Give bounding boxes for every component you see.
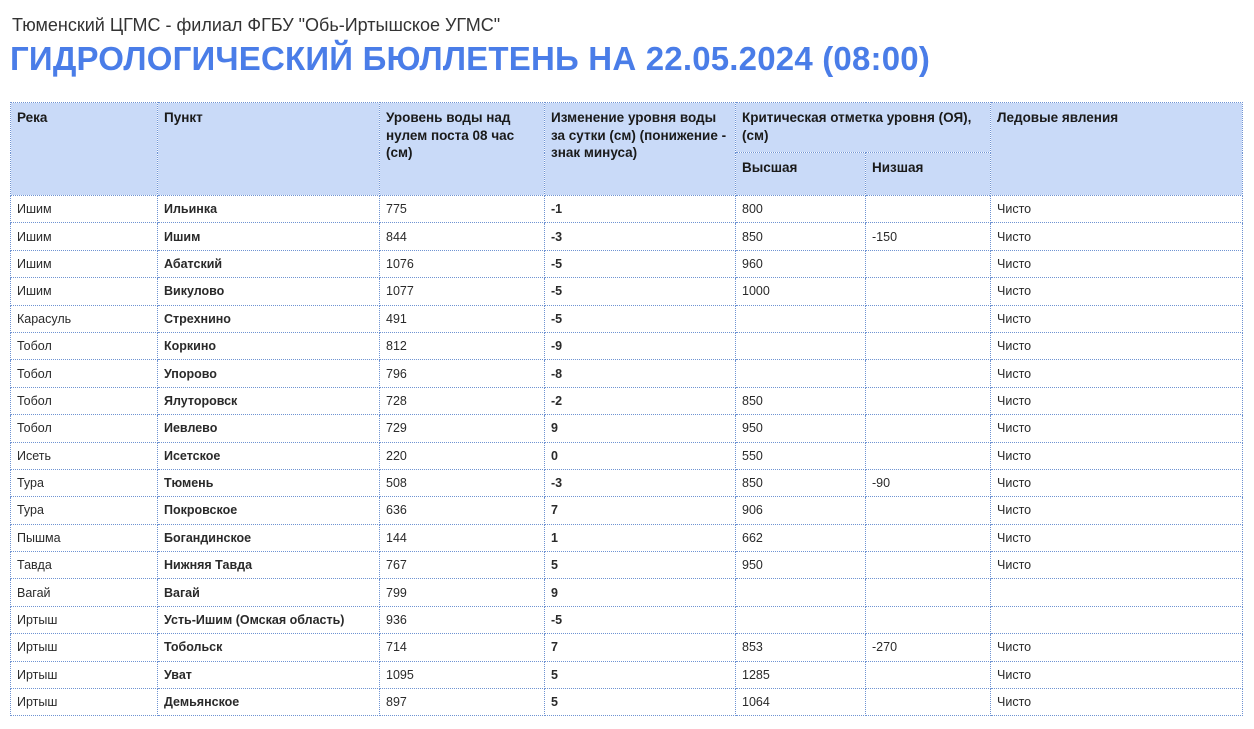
cell-ice: Чисто xyxy=(991,552,1243,579)
cell-critical-low xyxy=(866,332,991,359)
cell-river: Иртыш xyxy=(11,606,158,633)
table-row xyxy=(11,634,1243,661)
cell-point: Богандинское xyxy=(158,524,380,551)
table-row xyxy=(11,689,1243,716)
cell-river: Тавда xyxy=(11,552,158,579)
table-row xyxy=(11,552,1243,579)
cell-critical-high: 850 xyxy=(736,469,866,496)
cell-change: 5 xyxy=(545,552,736,579)
cell-change: 5 xyxy=(545,689,736,716)
cell-level: 1076 xyxy=(380,250,545,277)
cell-critical-high: 662 xyxy=(736,524,866,551)
cell-critical-high: 800 xyxy=(736,196,866,223)
cell-river: Иртыш xyxy=(11,689,158,716)
cell-change: 9 xyxy=(545,579,736,606)
cell-river: Тобол xyxy=(11,360,158,387)
col-header-ice: Ледовые явления xyxy=(991,103,1243,196)
cell-level: 844 xyxy=(380,223,545,250)
cell-river: Тобол xyxy=(11,415,158,442)
col-header-level: Уровень воды над нулем поста 08 час (см) xyxy=(380,103,545,196)
cell-change: -2 xyxy=(545,387,736,414)
cell-point: Стрехнино xyxy=(158,305,380,332)
table-row xyxy=(11,661,1243,688)
cell-critical-high: 1064 xyxy=(736,689,866,716)
cell-level: 729 xyxy=(380,415,545,442)
cell-river: Тура xyxy=(11,469,158,496)
cell-ice: Чисто xyxy=(991,278,1243,305)
cell-level: 1095 xyxy=(380,661,545,688)
cell-river: Иртыш xyxy=(11,634,158,661)
cell-critical-high: 950 xyxy=(736,552,866,579)
cell-critical-high: 853 xyxy=(736,634,866,661)
cell-critical-low xyxy=(866,360,991,387)
table-row xyxy=(11,415,1243,442)
table-row xyxy=(11,579,1243,606)
cell-point: Покровское xyxy=(158,497,380,524)
cell-change: -5 xyxy=(545,606,736,633)
cell-critical-low xyxy=(866,661,991,688)
cell-point: Упорово xyxy=(158,360,380,387)
cell-level: 799 xyxy=(380,579,545,606)
cell-ice: Чисто xyxy=(991,442,1243,469)
col-header-critical: Критическая отметка уровня (ОЯ), (см) xyxy=(736,103,991,153)
table-row xyxy=(11,469,1243,496)
cell-point: Тюмень xyxy=(158,469,380,496)
table-row xyxy=(11,360,1243,387)
cell-change: -5 xyxy=(545,278,736,305)
cell-river: Ишим xyxy=(11,250,158,277)
cell-river: Тобол xyxy=(11,332,158,359)
cell-ice: Чисто xyxy=(991,524,1243,551)
table-row xyxy=(11,387,1243,414)
cell-critical-low xyxy=(866,442,991,469)
cell-level: 728 xyxy=(380,387,545,414)
table-body xyxy=(11,196,1243,716)
table-row xyxy=(11,606,1243,633)
table-row xyxy=(11,196,1243,223)
cell-point: Усть-Ишим (Омская область) xyxy=(158,606,380,633)
table-row xyxy=(11,278,1243,305)
cell-ice: Чисто xyxy=(991,634,1243,661)
cell-critical-low xyxy=(866,606,991,633)
cell-critical-high: 850 xyxy=(736,223,866,250)
cell-change: 7 xyxy=(545,497,736,524)
cell-critical-high: 950 xyxy=(736,415,866,442)
table-row xyxy=(11,223,1243,250)
organization-name: Тюменский ЦГМС - филиал ФГБУ "Обь-Иртышское УГМС" xyxy=(12,15,501,35)
cell-river: Пышма xyxy=(11,524,158,551)
cell-point: Уват xyxy=(158,661,380,688)
cell-change: -1 xyxy=(545,196,736,223)
col-header-critical-high: Высшая xyxy=(736,153,866,196)
cell-change: -8 xyxy=(545,360,736,387)
col-header-point: Пункт xyxy=(158,103,380,196)
cell-ice: Чисто xyxy=(991,332,1243,359)
cell-critical-high: 550 xyxy=(736,442,866,469)
cell-change: 7 xyxy=(545,634,736,661)
table-header xyxy=(11,103,1243,196)
col-header-river: Река xyxy=(11,103,158,196)
cell-ice: Чисто xyxy=(991,661,1243,688)
cell-point: Коркино xyxy=(158,332,380,359)
cell-point: Демьянское xyxy=(158,689,380,716)
cell-river: Исеть xyxy=(11,442,158,469)
cell-level: 491 xyxy=(380,305,545,332)
cell-change: -9 xyxy=(545,332,736,359)
cell-critical-low: -150 xyxy=(866,223,991,250)
cell-critical-low xyxy=(866,250,991,277)
cell-point: Исетское xyxy=(158,442,380,469)
cell-change: 9 xyxy=(545,415,736,442)
table-row xyxy=(11,250,1243,277)
cell-ice: Чисто xyxy=(991,250,1243,277)
table-row xyxy=(11,524,1243,551)
cell-change: -3 xyxy=(545,469,736,496)
cell-critical-low xyxy=(866,415,991,442)
cell-ice: Чисто xyxy=(991,689,1243,716)
cell-level: 144 xyxy=(380,524,545,551)
cell-ice: Чисто xyxy=(991,223,1243,250)
cell-river: Тура xyxy=(11,497,158,524)
col-header-critical-low: Низшая xyxy=(866,153,991,196)
cell-point: Иевлево xyxy=(158,415,380,442)
cell-critical-high: 1000 xyxy=(736,278,866,305)
cell-ice: Чисто xyxy=(991,415,1243,442)
cell-change: -5 xyxy=(545,305,736,332)
cell-point: Тобольск xyxy=(158,634,380,661)
cell-critical-low xyxy=(866,196,991,223)
cell-ice: Чисто xyxy=(991,497,1243,524)
table-row xyxy=(11,332,1243,359)
cell-river: Ишим xyxy=(11,223,158,250)
cell-level: 1077 xyxy=(380,278,545,305)
cell-ice xyxy=(991,579,1243,606)
cell-ice: Чисто xyxy=(991,305,1243,332)
cell-ice xyxy=(991,606,1243,633)
cell-critical-low xyxy=(866,552,991,579)
cell-critical-high xyxy=(736,305,866,332)
table-row xyxy=(11,497,1243,524)
cell-change: 1 xyxy=(545,524,736,551)
cell-river: Карасуль xyxy=(11,305,158,332)
cell-level: 714 xyxy=(380,634,545,661)
cell-point: Ишим xyxy=(158,223,380,250)
table-row xyxy=(11,305,1243,332)
cell-river: Иртыш xyxy=(11,661,158,688)
cell-river: Ишим xyxy=(11,196,158,223)
hydrology-table xyxy=(10,102,1243,716)
cell-critical-low xyxy=(866,278,991,305)
cell-critical-low xyxy=(866,524,991,551)
cell-level: 508 xyxy=(380,469,545,496)
cell-critical-high xyxy=(736,606,866,633)
cell-ice: Чисто xyxy=(991,469,1243,496)
page-title: ГИДРОЛОГИЧЕСКИЙ БЮЛЛЕТЕНЬ НА 22.05.2024 (08:00) xyxy=(10,40,931,77)
cell-change: -5 xyxy=(545,250,736,277)
cell-river: Вагай xyxy=(11,579,158,606)
cell-point: Викулово xyxy=(158,278,380,305)
cell-critical-high xyxy=(736,579,866,606)
cell-point: Ялуторовск xyxy=(158,387,380,414)
cell-critical-high: 850 xyxy=(736,387,866,414)
cell-ice: Чисто xyxy=(991,360,1243,387)
cell-point: Абатский xyxy=(158,250,380,277)
cell-critical-high: 960 xyxy=(736,250,866,277)
cell-level: 775 xyxy=(380,196,545,223)
cell-level: 767 xyxy=(380,552,545,579)
cell-critical-high xyxy=(736,360,866,387)
cell-level: 936 xyxy=(380,606,545,633)
cell-river: Ишим xyxy=(11,278,158,305)
cell-critical-low xyxy=(866,579,991,606)
cell-critical-low: -270 xyxy=(866,634,991,661)
cell-critical-high: 906 xyxy=(736,497,866,524)
cell-change: 5 xyxy=(545,661,736,688)
col-header-change: Изменение уровня воды за сутки (см) (понижение - знак минуса) xyxy=(545,103,736,196)
cell-critical-low xyxy=(866,387,991,414)
cell-point: Вагай xyxy=(158,579,380,606)
cell-level: 796 xyxy=(380,360,545,387)
cell-level: 897 xyxy=(380,689,545,716)
cell-critical-low xyxy=(866,689,991,716)
cell-ice: Чисто xyxy=(991,387,1243,414)
cell-change: -3 xyxy=(545,223,736,250)
cell-critical-low: -90 xyxy=(866,469,991,496)
cell-point: Нижняя Тавда xyxy=(158,552,380,579)
cell-river: Тобол xyxy=(11,387,158,414)
cell-level: 220 xyxy=(380,442,545,469)
cell-critical-low xyxy=(866,305,991,332)
cell-level: 812 xyxy=(380,332,545,359)
cell-critical-high: 1285 xyxy=(736,661,866,688)
cell-change: 0 xyxy=(545,442,736,469)
cell-critical-low xyxy=(866,497,991,524)
cell-level: 636 xyxy=(380,497,545,524)
table-row xyxy=(11,442,1243,469)
cell-critical-high xyxy=(736,332,866,359)
cell-point: Ильинка xyxy=(158,196,380,223)
cell-ice: Чисто xyxy=(991,196,1243,223)
